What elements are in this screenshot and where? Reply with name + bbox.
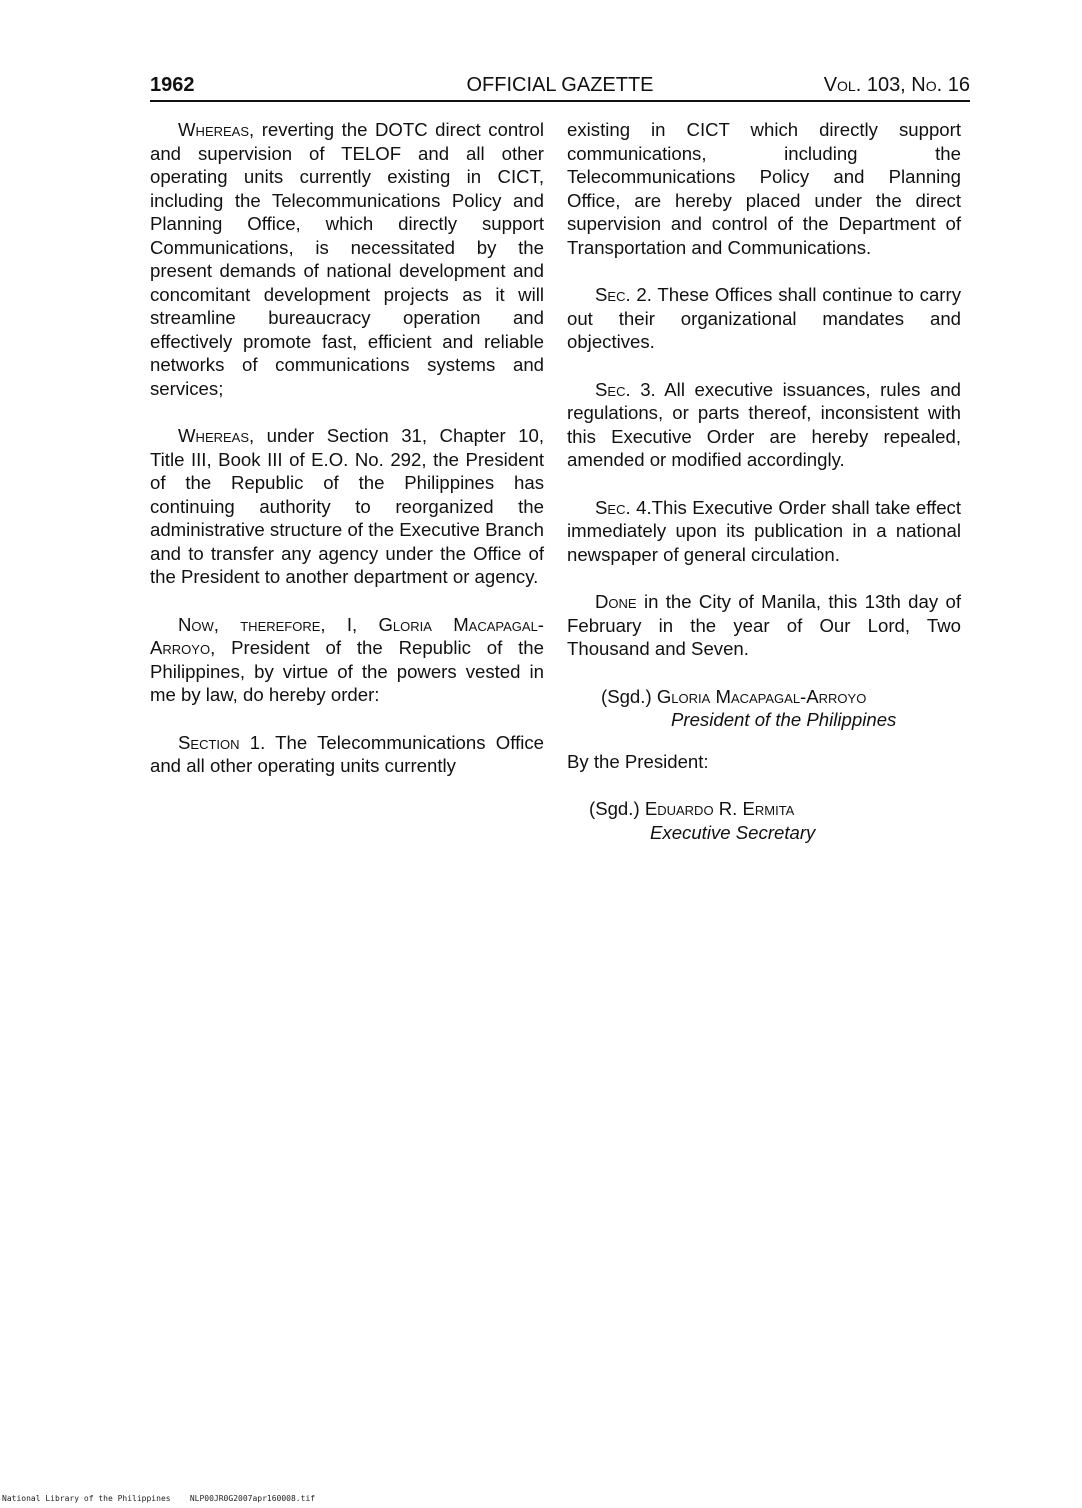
lead-word: Sec bbox=[595, 284, 626, 305]
paragraph-section-1 bbox=[150, 731, 544, 778]
paragraph-now-therefore bbox=[150, 613, 544, 707]
publication-title: OFFICIAL GAZETTE bbox=[466, 74, 654, 96]
paragraph-text: 1. The Telecommunications Office and all other operating units currently bbox=[150, 731, 544, 776]
signatory-title: Executive Secretary bbox=[650, 821, 816, 843]
paragraph-whereas-1 bbox=[150, 118, 544, 400]
lead-word: Whereas bbox=[178, 119, 250, 140]
page-header bbox=[150, 72, 970, 102]
sgd-label: (Sgd.) bbox=[589, 798, 645, 819]
right-column bbox=[567, 118, 961, 862]
lead-word: Sec bbox=[595, 378, 626, 400]
sgd-label: (Sgd.) bbox=[601, 685, 657, 707]
signatory-title: President of the Philippines bbox=[671, 709, 897, 730]
signature-president bbox=[567, 685, 961, 732]
signatory-name-text: Eduardo R. Ermita bbox=[644, 798, 795, 819]
by-the-president: By the President: bbox=[567, 750, 709, 772]
file-name: NLP00JR0G2007apr160008.tif bbox=[189, 1494, 316, 1503]
volume-issue: Vol. 103, No. 16 bbox=[823, 74, 970, 96]
paragraph-whereas-2 bbox=[150, 424, 544, 589]
paragraph-text: . 4.This Executive Order shall take effect immediately upon its publication in a national newspaper of general circulation. bbox=[567, 496, 961, 565]
paragraph-section-1-cont: existing in CICT which directly support communications, including the Telecommunications Policy and Planning Office, are hereby placed under the direct supervision and control of the Department of Transportation and Communications. bbox=[567, 119, 961, 258]
page-number: 1962 bbox=[150, 74, 195, 96]
signatory-name bbox=[601, 685, 961, 709]
paragraph-text: . 2. These Offices shall continue to carry out their organizational mandates and objectives. bbox=[567, 284, 961, 352]
paragraph-done bbox=[567, 590, 961, 661]
lead-word: Sec bbox=[595, 496, 626, 518]
lead-word: Whereas bbox=[178, 425, 250, 446]
lead-word: Section bbox=[178, 731, 240, 753]
signatory-name bbox=[589, 797, 961, 821]
paragraph-text: , reverting the DOTC direct control and supervision of TELOF and all other operating units currently existing in CICT, including the Telecommunications Policy and Planning Office, which directly support Communications, is necessitated by the present demands of national development and concomitant development projects as it will streamline bureaucracy operation and effectively promote fast, efficient and reliable networks of communications systems and services; bbox=[150, 119, 544, 399]
paragraph-section-2 bbox=[567, 283, 961, 354]
signature-secretary bbox=[567, 797, 961, 844]
paragraph-text: , under Section 31, Chapter 10, Title III, Book III of E.O. No. 292, the President of the Republic of the Philippines has continuing authority to reorganized the administrative structure of the Executive Branch and to transfer any agency under the Office of the President to another department or agency. bbox=[150, 425, 544, 587]
lead-word: Now, therefore, I, Gloria Macapagal-Arroyo bbox=[150, 613, 544, 658]
scan-footer bbox=[2, 1494, 315, 1503]
lead-word: Done bbox=[595, 591, 637, 612]
paragraph-text: . 3. All executive issuances, rules and regulations, or parts thereof, inconsistent with this Executive Order are hereby repealed, amended or modified accordingly. bbox=[567, 378, 961, 470]
library-name: National Library of the Philippines bbox=[2, 1494, 171, 1503]
paragraph-section-3 bbox=[567, 378, 961, 472]
paragraph-section-4 bbox=[567, 496, 961, 567]
paragraph-text: in the City of Manila, this 13th day of February in the year of Our Lord, Two Thousand and Seven. bbox=[567, 591, 961, 659]
left-column bbox=[150, 118, 544, 802]
paragraph-text: , President of the Republic of the Philippines, by virtue of the powers vested in me by law, do hereby order: bbox=[150, 637, 544, 705]
signatory-name-text: Gloria Macapagal-Arroyo bbox=[656, 685, 867, 707]
